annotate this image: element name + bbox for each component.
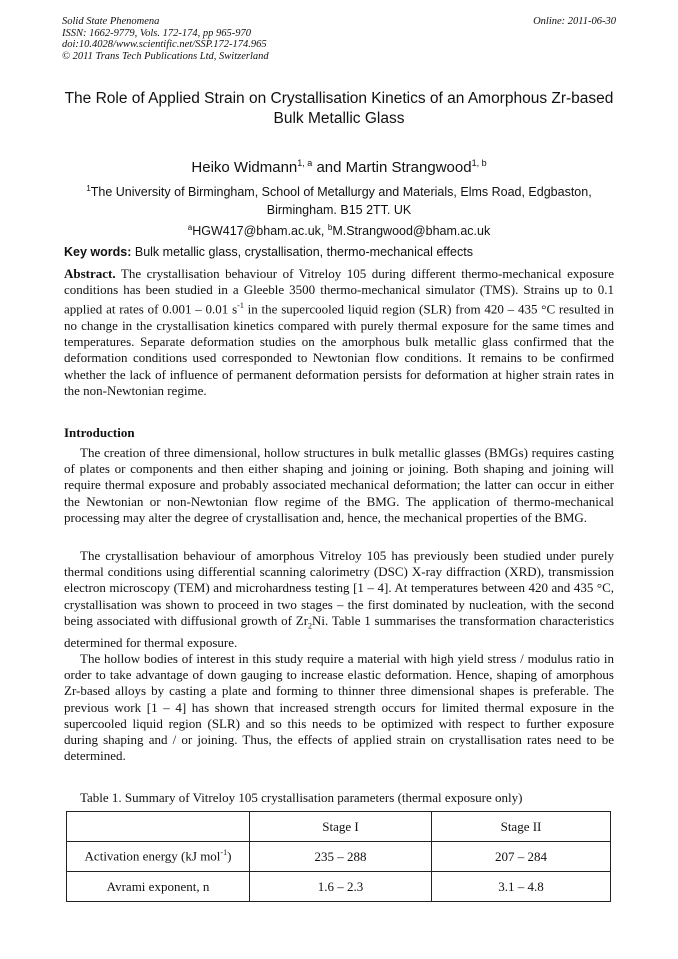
- email-mark: a: [187, 223, 193, 232]
- abstract: [64, 266, 614, 399]
- table-cell: 3.1 – 4.8: [432, 872, 611, 902]
- table-header-cell: Stage II: [432, 812, 611, 842]
- table-row-label: Avrami exponent, n: [67, 872, 250, 902]
- paragraph-text: The crystallisation behaviour of amorphous Vitreloy 105 has previously been studied under purely thermal conditions using differential scanning calorimetry (DSC) X-ray diffraction (XRD), transmission electron microscopy (TEM) and microhardness testing [1 – 4]. At temperatures between 420 and 435 °C, crystallisation was shown to proceed in two stages – the first dominated by nucleation, with the second being associated with diffusional growth of Zr: [64, 548, 614, 628]
- keywords-label: Key words:: [64, 245, 132, 259]
- abstract-text: The crystallisation behaviour of Vitreloy 105 during different thermo-mechanical exposure conditions has been studied in a Gleeble 3500 thermo-mechanical simulator (TMS). Strains up to 0.1 applied at rates of 0.001 – 0.01 s: [64, 266, 614, 317]
- affiliation-mark: 1: [86, 184, 91, 193]
- table-header-row: [67, 812, 611, 842]
- author-affiliation-mark: 1, b: [471, 158, 487, 168]
- author-affiliation-mark: 1, a: [297, 158, 313, 168]
- author-line: [64, 153, 614, 178]
- journal-issn: ISSN: 1662-9779, Vols. 172-174, pp 965-970: [62, 27, 251, 39]
- keywords-text: Bulk metallic glass, crystallisation, thermo-mechanical effects: [131, 245, 473, 259]
- section-heading-introduction: Introduction: [64, 425, 135, 440]
- table-header-cell: Stage I: [250, 812, 432, 842]
- table-cell: 235 – 288: [250, 842, 432, 872]
- table-cell: 207 – 284: [432, 842, 611, 872]
- abstract-text: in the supercooled liquid region (SLR) from 420 – 435 °C resulted in no change in the crystallisation kinetics compared with purely thermal exposure for the same times and temperatures. Separate deformation studies on the amorphous bulk metallic glass confirmed that the deformation conditions used corresponded to Newtonian flow conditions. It remains to be confirmed whether the lack of influence of permanent deformation persists for deformation at higher strain rates in the non-Newtonian regime.: [64, 301, 614, 398]
- author-name: Heiko Widmann: [191, 159, 298, 176]
- table-cell: 1.6 – 2.3: [250, 872, 432, 902]
- crystallisation-table: [66, 811, 611, 902]
- journal-name: Solid State Phenomena: [62, 16, 160, 27]
- online-date: Online: 2011-06-30: [533, 16, 616, 27]
- paragraph-subscript: 2: [308, 621, 313, 631]
- paragraph-text: Ni. Table 1 summarises the transformation characteristics determined for thermal exposure.: [64, 612, 614, 650]
- intro-paragraph: [64, 548, 614, 651]
- affiliation: [64, 180, 614, 219]
- abstract-superscript: -1: [237, 301, 244, 311]
- author-conjunction: and: [312, 159, 346, 176]
- journal-doi: doi:10.4028/www.scientific.net/SSP.172-174.965: [62, 39, 267, 50]
- row-label-superscript: -1: [220, 848, 228, 858]
- row-label-text: ): [227, 848, 232, 864]
- author-name: Martin Strangwood: [345, 159, 472, 176]
- table-row-label: [67, 842, 250, 872]
- journal-copyright: © 2011 Trans Tech Publications Ltd, Switzerland: [62, 50, 269, 62]
- abstract-label: Abstract.: [64, 266, 116, 281]
- table-row: [67, 872, 611, 902]
- table-caption: Table 1. Summary of Vitreloy 105 crystallisation parameters (thermal exposure only): [80, 790, 523, 805]
- email-line: [64, 220, 614, 239]
- affiliation-text: The University of Birmingham, School of Metallurgy and Materials, Elms Road, Edgbaston, Birmingham. B15 2TT. UK: [90, 185, 592, 218]
- keywords: [64, 244, 614, 260]
- journal-header: [62, 16, 269, 62]
- table-header-cell: [67, 812, 250, 842]
- intro-paragraph: The creation of three dimensional, hollow structures in bulk metallic glasses (BMGs) requires casting of plates or components and then either shaping and joining or joining. Both shaping and joining will require thermal exposure and probably associated mechanical deformation; the latter can occur in either the Newtonian or non-Newtonian flow regime of the BMG. The application of thermo-mechanical processing may alter the degree of crystallisation and, hence, the mechanical properties of the BMG.: [64, 445, 614, 525]
- table-row: [67, 842, 611, 872]
- email-mark: b: [327, 223, 333, 232]
- email-a[interactable]: HGW417@bham.ac.uk,: [192, 224, 328, 239]
- intro-paragraph: The hollow bodies of interest in this study require a material with high yield stress / modulus ratio in order to take advantage of down gauging to increase elastic deformation. Hence, shaping of amorphous Zr-based alloys by casting a plate and forming to thinner three dimensional shapes is preferable. The previous work [1 – 4] has shown that increased strength occurs for limited thermal exposure in the supercooled liquid region (SLR) and so this needs to be optimized with respect to further exposure during shaping and / or joining. Thus, the effects of applied strain on crystallisation rates need to be determined.: [64, 651, 614, 764]
- row-label-text: Activation energy (kJ mol: [84, 848, 221, 864]
- paper-title: The Role of Applied Strain on Crystallisation Kinetics of an Amorphous Zr-based Bulk Metallic Glass: [64, 90, 614, 127]
- email-b[interactable]: M.Strangwood@bham.ac.uk: [332, 224, 491, 239]
